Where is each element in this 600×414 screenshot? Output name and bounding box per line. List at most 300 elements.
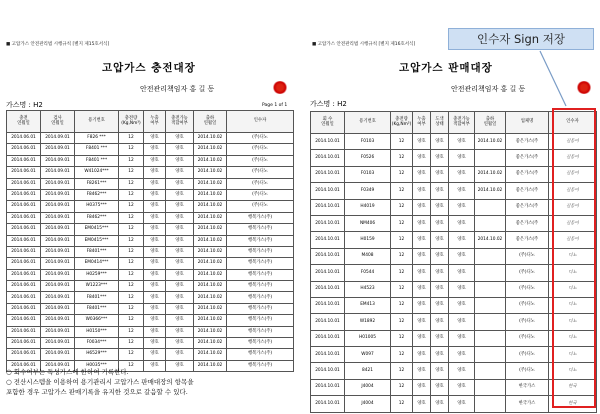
- table-cell: H6529***: [75, 349, 119, 360]
- column-header: 충전량 (Kg,Nm³): [119, 111, 144, 133]
- table-cell: (주)디노: [506, 314, 549, 330]
- table-cell: 행복가스(주): [227, 338, 294, 349]
- table-cell: 양호: [144, 144, 166, 155]
- table-cell: 양호: [166, 155, 194, 166]
- table-cell: 2014.10.01: [311, 215, 345, 231]
- table-cell: 2014.10.02: [194, 349, 227, 360]
- table-cell: 2014.06.01: [7, 292, 41, 303]
- table-cell: 12: [391, 248, 413, 264]
- table-cell: 양호: [449, 215, 475, 231]
- table-cell: 양호: [449, 347, 475, 363]
- table-cell: 양호: [144, 224, 166, 235]
- table-cell: 2014.10.02: [194, 338, 227, 349]
- table-cell: 양호: [431, 183, 449, 199]
- table-cell: 12: [391, 297, 413, 313]
- table-cell: 12: [119, 246, 144, 257]
- table-cell: 양호: [166, 144, 194, 155]
- table-cell: H01005: [345, 330, 391, 346]
- table-cell: 12: [391, 215, 413, 231]
- table-cell: 2014.09.01: [41, 326, 75, 337]
- table-cell: 2014.10.02: [194, 315, 227, 326]
- table-cell: 2014.09.01: [41, 224, 75, 235]
- table-cell: 12: [391, 199, 413, 215]
- table-cell: 양호: [449, 199, 475, 215]
- table-cell: 12: [391, 347, 413, 363]
- table-cell: 양호: [413, 347, 431, 363]
- table-cell: J4004: [345, 379, 391, 395]
- table-cell: 양호: [449, 314, 475, 330]
- table-cell: F826 ***: [75, 133, 119, 144]
- table-cell: 2014.10.01: [311, 330, 345, 346]
- table-cell: EM0414***: [75, 258, 119, 269]
- table-cell: 2014.10.02: [194, 303, 227, 314]
- note-line: ○ 회수여부는 독성가스에 한하여 기록한다.: [6, 368, 129, 376]
- table-cell: 2014.10.02: [194, 258, 227, 269]
- table-cell: 좋은가스(주: [506, 183, 549, 199]
- table-cell: F0349: [345, 183, 391, 199]
- table-cell: F8261***: [75, 178, 119, 189]
- table-cell: H0159: [345, 232, 391, 248]
- table-cell: 양호: [144, 178, 166, 189]
- table-cell: 양호: [449, 150, 475, 166]
- table-cell: 양호: [413, 199, 431, 215]
- recipient-signature: 디노: [549, 297, 597, 313]
- table-cell: 2014.10.01: [311, 379, 345, 395]
- table-cell: 12: [119, 281, 144, 292]
- table-cell: 양호: [413, 248, 431, 264]
- column-header: 인수자: [549, 112, 597, 134]
- table-cell: 양호: [144, 303, 166, 314]
- table-cell: 2014.10.02: [194, 235, 227, 246]
- table-cell: 8421: [345, 363, 391, 379]
- table-cell: 2014.10.01: [311, 183, 345, 199]
- table-cell: (주)디노: [227, 133, 294, 144]
- table-cell: 2014.09.01: [41, 360, 75, 371]
- table-cell: 양호: [431, 265, 449, 281]
- table-cell: 2014.09.01: [41, 212, 75, 223]
- table-cell: 양호: [166, 326, 194, 337]
- column-header: 출하 연월일: [475, 112, 506, 134]
- table-cell: H0259***: [75, 269, 119, 280]
- recipient-signature: 디노: [549, 314, 597, 330]
- recipient-signature: 길동이: [549, 199, 597, 215]
- table-cell: 양호: [413, 314, 431, 330]
- table-cell: 12: [391, 183, 413, 199]
- table-cell: 양호: [166, 178, 194, 189]
- table-cell: 양호: [144, 189, 166, 200]
- table-cell: 양호: [166, 258, 194, 269]
- column-header: 충전가능 적합여부: [166, 111, 194, 133]
- table-cell: 2014.06.01: [7, 201, 41, 212]
- table-cell: 양호: [431, 379, 449, 395]
- table-cell: 양호: [144, 155, 166, 166]
- table-cell: 양호: [413, 281, 431, 297]
- table-cell: 12: [391, 363, 413, 379]
- table-cell: F8401***: [75, 292, 119, 303]
- table-cell: 2014.09.01: [41, 281, 75, 292]
- table-cell: 양호: [144, 349, 166, 360]
- table-cell: 2014.10.02: [194, 201, 227, 212]
- table-cell: EM0415***: [75, 224, 119, 235]
- table-cell: 2014.06.01: [7, 144, 41, 155]
- table-cell: 양호: [144, 315, 166, 326]
- table-cell: EM0415***: [75, 235, 119, 246]
- table-cell: 2014.10.02: [194, 292, 227, 303]
- table-cell: 12: [119, 144, 144, 155]
- table-cell: 양호: [413, 183, 431, 199]
- table-cell: 양호: [431, 150, 449, 166]
- table-cell: 2014.10.02: [194, 326, 227, 337]
- table-cell: 2014.06.01: [7, 258, 41, 269]
- table-cell: 양호: [431, 232, 449, 248]
- table-cell: 양호: [166, 235, 194, 246]
- table-cell: 양호: [431, 314, 449, 330]
- table-cell: 양호: [166, 281, 194, 292]
- column-header: 출하 연월일: [194, 111, 227, 133]
- table-cell: 12: [119, 360, 144, 371]
- table-cell: 행복가스(주): [227, 212, 294, 223]
- table-cell: 양호: [144, 235, 166, 246]
- table-cell: 2014.06.01: [7, 338, 41, 349]
- table-cell: 양호: [144, 338, 166, 349]
- table-cell: 2014.09.01: [41, 349, 75, 360]
- table-cell: W097: [345, 347, 391, 363]
- table-cell: 2014.10.01: [311, 232, 345, 248]
- table-cell: 2014.09.01: [41, 292, 75, 303]
- table-cell: 양호: [413, 363, 431, 379]
- table-cell: 12: [119, 292, 144, 303]
- table-cell: 12: [391, 166, 413, 182]
- table-cell: 좋은가스(주: [506, 150, 549, 166]
- table-cell: 2014.09.01: [41, 338, 75, 349]
- table-cell: 양호: [431, 248, 449, 264]
- table-cell: 2014.06.01: [7, 189, 41, 200]
- table-cell: 양호: [449, 379, 475, 395]
- table-cell: 12: [391, 281, 413, 297]
- table-cell: 2014.10.01: [311, 199, 345, 215]
- table-cell: H0150***: [75, 326, 119, 337]
- table-cell: 양호: [449, 248, 475, 264]
- table-cell: 2014.06.01: [7, 235, 41, 246]
- table-cell: 2014.10.01: [311, 347, 345, 363]
- table-cell: (주)디노: [506, 363, 549, 379]
- table-cell: H4019: [345, 199, 391, 215]
- table-cell: 12: [119, 315, 144, 326]
- table-cell: 양호: [413, 297, 431, 313]
- table-cell: F0544: [345, 265, 391, 281]
- table-cell: 2014.06.01: [7, 167, 41, 178]
- table-cell: 2014.09.01: [41, 189, 75, 200]
- table-cell: 12: [119, 235, 144, 246]
- table-cell: 좋은가스(주: [506, 199, 549, 215]
- column-header: 회 수 연월일: [311, 112, 345, 134]
- table-cell: EM413: [345, 297, 391, 313]
- safety-manager: 안전관리책임자 홍 길 동: [451, 85, 526, 93]
- table-cell: 12: [119, 338, 144, 349]
- table-cell: 2014.10.01: [311, 314, 345, 330]
- table-cell: 양호: [413, 396, 431, 412]
- table-cell: 한국가스: [506, 379, 549, 395]
- recipient-signature: 길동이: [549, 215, 597, 231]
- table-cell: 12: [119, 201, 144, 212]
- recipient-signature: 디노: [549, 248, 597, 264]
- column-header: 검사 연월일: [41, 111, 75, 133]
- table-cell: H4523: [345, 281, 391, 297]
- table-cell: (주)디노: [227, 189, 294, 200]
- table-cell: 양호: [144, 326, 166, 337]
- table-cell: 양호: [413, 379, 431, 395]
- table-cell: 2014.10.01: [311, 396, 345, 412]
- table-cell: 2014.06.01: [7, 224, 41, 235]
- table-cell: 2014.06.01: [7, 155, 41, 166]
- table-cell: (주)디노: [227, 201, 294, 212]
- table-cell: 2014.06.01: [7, 326, 41, 337]
- table-cell: 행복가스(주): [227, 224, 294, 235]
- table-cell: 2014.10.02: [475, 183, 506, 199]
- recipient-signature: 길동이: [549, 134, 597, 150]
- table-cell: 2014.10.02: [194, 155, 227, 166]
- table-cell: 12: [119, 349, 144, 360]
- table-cell: F8462***: [75, 212, 119, 223]
- recipient-signature: 한국: [549, 396, 597, 412]
- table-cell: 행복가스(주): [227, 303, 294, 314]
- table-cell: 12: [391, 379, 413, 395]
- table-cell: F8401 ***: [75, 155, 119, 166]
- table-cell: (주)디노: [506, 297, 549, 313]
- table-cell: 2014.10.01: [311, 265, 345, 281]
- table-cell: (주)디노: [227, 144, 294, 155]
- gas-name: 가스명 : H2: [6, 101, 43, 109]
- table-cell: 12: [119, 189, 144, 200]
- table-cell: 2014.06.01: [7, 360, 41, 371]
- table-cell: 양호: [413, 265, 431, 281]
- table-cell: 양호: [413, 134, 431, 150]
- table-cell: 12: [391, 150, 413, 166]
- table-cell: (주)디노: [506, 347, 549, 363]
- table-cell: 양호: [449, 363, 475, 379]
- table-cell: W41024***: [75, 167, 119, 178]
- column-header: 충전 연월일: [7, 111, 41, 133]
- table-cell: 양호: [449, 183, 475, 199]
- table-cell: (주)디노: [506, 248, 549, 264]
- table-cell: 양호: [144, 258, 166, 269]
- table-cell: 양호: [431, 396, 449, 412]
- table-cell: (주)디노: [506, 265, 549, 281]
- table-cell: 행복가스(주): [227, 360, 294, 371]
- table-cell: 양호: [413, 232, 431, 248]
- document-title: 고압가스 충전대장: [102, 62, 196, 74]
- table-cell: 좋은가스(주: [506, 215, 549, 231]
- table-cell: 양호: [166, 212, 194, 223]
- table-cell: 2014.10.02: [194, 281, 227, 292]
- table-cell: 좋은가스(주: [506, 134, 549, 150]
- table-cell: 2014.10.01: [311, 134, 345, 150]
- table-cell: 2014.09.01: [41, 315, 75, 326]
- table-cell: 12: [119, 269, 144, 280]
- table-cell: 양호: [166, 269, 194, 280]
- recipient-signature: 길동이: [549, 166, 597, 182]
- table-cell: 양호: [413, 150, 431, 166]
- table-cell: H0035***: [75, 360, 119, 371]
- table-cell: 12: [119, 224, 144, 235]
- column-header: 누출 여부: [413, 112, 431, 134]
- table-cell: F0103: [345, 134, 391, 150]
- table-cell: 2014.06.01: [7, 349, 41, 360]
- table-cell: 2014.10.02: [475, 134, 506, 150]
- callout-label: 인수자 Sign 저장: [448, 28, 594, 50]
- column-header: 용기번호: [345, 112, 391, 134]
- table-cell: 양호: [166, 315, 194, 326]
- table-cell: 양호: [166, 133, 194, 144]
- table-cell: 12: [119, 155, 144, 166]
- table-cell: H0375***: [75, 201, 119, 212]
- recipient-signature: 길동이: [549, 183, 597, 199]
- form-header: ■ 고압가스 안전관리법 시행규칙 [별지 제16호서식]: [312, 42, 416, 47]
- table-cell: 12: [119, 326, 144, 337]
- signature-highlight-box: [552, 108, 596, 408]
- column-header: 업체명: [506, 112, 549, 134]
- table-cell: 양호: [431, 330, 449, 346]
- table-cell: 행복가스(주): [227, 235, 294, 246]
- table-cell: F8462***: [75, 189, 119, 200]
- table-cell: 양호: [449, 396, 475, 412]
- table-cell: 좋은가스(주: [506, 166, 549, 182]
- table-cell: 한국가스: [506, 396, 549, 412]
- table-cell: 12: [119, 167, 144, 178]
- table-cell: 2014.10.01: [311, 281, 345, 297]
- table-cell: 12: [391, 232, 413, 248]
- table-cell: 2014.10.02: [194, 212, 227, 223]
- table-cell: 12: [391, 134, 413, 150]
- table-cell: 양호: [431, 363, 449, 379]
- table-cell: 양호: [431, 199, 449, 215]
- table-cell: (주)디노: [227, 178, 294, 189]
- recipient-signature: 한국: [549, 379, 597, 395]
- recipient-signature: 디노: [549, 281, 597, 297]
- recipient-signature: 디노: [549, 363, 597, 379]
- table-cell: NM406: [345, 215, 391, 231]
- recipient-signature: 길동이: [549, 232, 597, 248]
- table-cell: W1892: [345, 314, 391, 330]
- column-header: 충전가능 적합여부: [449, 112, 475, 134]
- table-cell: 2014.09.01: [41, 178, 75, 189]
- table-cell: 양호: [144, 201, 166, 212]
- table-cell: F8401 ***: [75, 144, 119, 155]
- table-cell: (주)디노: [506, 281, 549, 297]
- table-cell: 12: [391, 314, 413, 330]
- table-cell: 행복가스(주): [227, 258, 294, 269]
- table-cell: 행복가스(주): [227, 326, 294, 337]
- recipient-signature: 디노: [549, 330, 597, 346]
- table-cell: F0103: [345, 166, 391, 182]
- gas-name: 가스명 : H2: [310, 100, 347, 108]
- table-cell: 2014.09.01: [41, 144, 75, 155]
- table-cell: 양호: [144, 281, 166, 292]
- table-cell: 양호: [144, 212, 166, 223]
- table-cell: 좋은가스(주: [506, 232, 549, 248]
- table-cell: 2014.10.02: [194, 246, 227, 257]
- table-cell: 2014.10.02: [194, 224, 227, 235]
- table-cell: 양호: [431, 281, 449, 297]
- table-cell: F0034***: [75, 338, 119, 349]
- table-cell: 2014.10.02: [194, 178, 227, 189]
- table-cell: 12: [391, 265, 413, 281]
- column-header: 용기번호: [75, 111, 119, 133]
- table-cell: 양호: [166, 246, 194, 257]
- table-cell: (주)디노: [506, 330, 549, 346]
- note-line: 포함한 경우 고압가스 판매기록을 유지한 것으로 갈음할 수 있다.: [6, 388, 188, 396]
- column-header: 인수자: [227, 111, 294, 133]
- table-cell: 양호: [144, 292, 166, 303]
- page-indicator: Page 1 of 1: [262, 103, 288, 108]
- table-cell: 12: [119, 303, 144, 314]
- table-cell: 행복가스(주): [227, 292, 294, 303]
- table-cell: 2014.10.01: [311, 248, 345, 264]
- table-cell: 2014.10.02: [194, 133, 227, 144]
- table-cell: 2014.06.01: [7, 178, 41, 189]
- table-cell: 2014.06.01: [7, 315, 41, 326]
- table-cell: 양호: [166, 349, 194, 360]
- table-cell: 양호: [166, 303, 194, 314]
- table-cell: 2014.06.01: [7, 269, 41, 280]
- table-cell: M408: [345, 248, 391, 264]
- table-cell: 양호: [144, 269, 166, 280]
- table-cell: 2014.10.01: [311, 166, 345, 182]
- table-cell: 12: [119, 178, 144, 189]
- table-cell: 양호: [449, 166, 475, 182]
- table-cell: 2014.06.01: [7, 303, 41, 314]
- table-cell: 양호: [449, 134, 475, 150]
- table-cell: 2014.10.02: [194, 360, 227, 371]
- column-header: 충전량 (Kg,Nm³): [391, 112, 413, 134]
- safety-manager: 안전관리책임자 홍 길 동: [140, 85, 215, 93]
- table-cell: 2014.10.02: [194, 144, 227, 155]
- table-cell: 12: [119, 212, 144, 223]
- table-cell: W1223***: [75, 281, 119, 292]
- table-cell: 2014.09.01: [41, 201, 75, 212]
- table-cell: 양호: [449, 297, 475, 313]
- recipient-signature: 디노: [549, 265, 597, 281]
- table-cell: 양호: [431, 215, 449, 231]
- recipient-signature: 디노: [549, 347, 597, 363]
- table-cell: 양호: [449, 265, 475, 281]
- table-cell: 2014.10.01: [311, 363, 345, 379]
- table-cell: 양호: [431, 297, 449, 313]
- table-cell: 행복가스(주): [227, 315, 294, 326]
- table-cell: 2014.10.01: [311, 297, 345, 313]
- table-cell: 2014.06.01: [7, 281, 41, 292]
- table-cell: 2014.09.01: [41, 269, 75, 280]
- table-cell: J4004: [345, 396, 391, 412]
- table-cell: 2014.10.02: [194, 167, 227, 178]
- table-cell: (주)디노: [227, 167, 294, 178]
- table-cell: 12: [391, 396, 413, 412]
- table-cell: 2014.10.02: [475, 232, 506, 248]
- table-cell: 2014.10.02: [194, 269, 227, 280]
- table-cell: 2014.09.01: [41, 258, 75, 269]
- table-cell: 2014.10.01: [311, 150, 345, 166]
- recipient-signature: 길동이: [549, 150, 597, 166]
- table-cell: 양호: [449, 232, 475, 248]
- table-cell: 12: [391, 330, 413, 346]
- column-header: 도색 상태: [431, 112, 449, 134]
- table-cell: 양호: [413, 166, 431, 182]
- table-cell: W0366***: [75, 315, 119, 326]
- table-cell: 2014.09.01: [41, 246, 75, 257]
- table-cell: 양호: [144, 360, 166, 371]
- table-cell: 2014.06.01: [7, 246, 41, 257]
- table-cell: 2014.09.01: [41, 303, 75, 314]
